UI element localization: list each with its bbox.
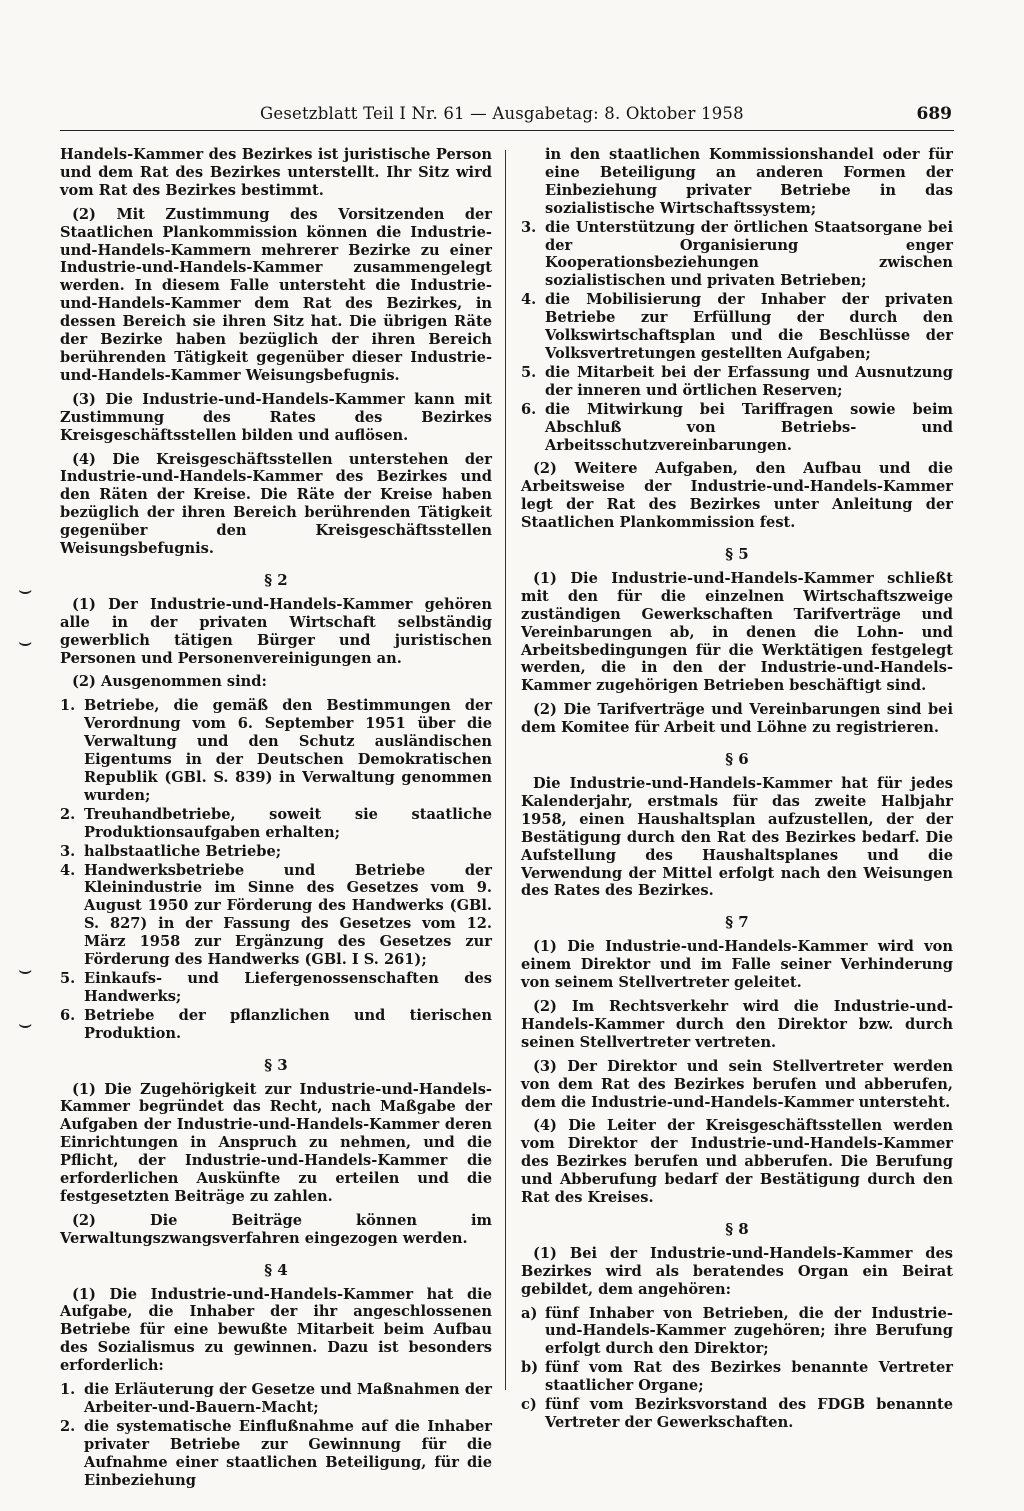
paragraph: (1) Bei der Industrie-und-Handels-Kammer des Bezirkes wird als beratendes Organ ein Beirat gebildet, dem angehören: xyxy=(521,1244,953,1298)
list-item: 2. die systematische Einflußnahme auf die Inhaber privater Betriebe zur Gewinnung für die Aufnahme einer staatlichen Beteiligung, für die Einbeziehung xyxy=(60,1417,492,1489)
numbered-list xyxy=(60,697,492,1042)
lettered-list xyxy=(521,1305,953,1432)
header-title: Gesetzblatt Teil I Nr. 61 — Ausgabetag: 8. Oktober 1958 xyxy=(260,104,744,123)
right-column xyxy=(521,146,953,1433)
paragraph: (1) Der Industrie-und-Handels-Kammer gehören alle in der privaten Wirtschaft selbständig gewerblich tätigen Bürger und juristischen Personen und Personenvereinigungen an. xyxy=(60,595,492,667)
margin-check-icon: ⌣ xyxy=(18,630,33,655)
numbered-list xyxy=(521,219,953,455)
list-item: 1. Betriebe, die gemäß den Bestimmungen der Verordnung vom 6. September 1951 über die Verwaltung und den Schutz ausländischen Eigentums in der Deutschen Demokratischen Republik (GBl. S. 839) in Verwaltung genommen wurden; xyxy=(60,697,492,804)
margin-check-icon: ⌣ xyxy=(18,958,33,983)
paragraph: (2) Weitere Aufgaben, den Aufbau und die Arbeitsweise der Industrie-und-Handels-Kammer legt der Rat des Bezirkes unter Anleitung der Staatlichen Plankommission fest. xyxy=(521,460,953,532)
margin-check-icon: ⌣ xyxy=(18,1012,33,1037)
list-item: 2. Treuhandbetriebe, soweit sie staatliche Produktionsaufgaben erhalten; xyxy=(60,805,492,841)
page-header xyxy=(60,100,954,131)
section-heading: § 3 xyxy=(264,1055,288,1074)
paragraph: (3) Die Industrie-und-Handels-Kammer kann mit Zustimmung des Rates des Bezirkes Kreisgeschäftsstellen bilden und auflösen. xyxy=(60,390,492,444)
list-item: 4. die Mobilisierung der Inhaber der privaten Betriebe zur Erfüllung der durch den Volkswirtschaftsplan und die Beschlüsse der Volksvertretungen gestellten Aufgaben; xyxy=(521,291,953,362)
column-divider xyxy=(505,150,506,1390)
list-item: 6. Betriebe der pflanzlichen und tierischen Produktion. xyxy=(60,1006,492,1042)
paragraph: (2) Im Rechtsverkehr wird die Industrie-und-Handels-Kammer durch den Direktor bzw. durch seinen Stellvertreter vertreten. xyxy=(521,997,953,1051)
list-item: 5. Einkaufs- und Liefergenossenschaften des Handwerks; xyxy=(60,969,492,1005)
section-heading: § 6 xyxy=(725,750,749,769)
paragraph: (4) Die Kreisgeschäftsstellen unterstehen der Industrie-und-Handels-Kammer des Bezirkes und den Räten der Kreise. Die Räte der Kreise haben bezüglich der ihren Bereich berührenden Tätigkeit gegenüber den Kreisgeschäftsstellen Weisungsbefugnis. xyxy=(60,450,492,558)
section-heading: § 5 xyxy=(725,545,749,564)
list-item: 6. die Mitwirkung bei Tariffragen sowie beim Abschluß von Betriebs- und Arbeitsschutzvereinbarungen. xyxy=(521,400,953,454)
list-item-continuation: in den staatlichen Kommissionshandel oder für eine Beteiligung an anderen Formen der Einbeziehung privater Betriebe in das sozialistische Wirtschaftssystem; xyxy=(545,146,953,217)
section-heading: § 7 xyxy=(725,913,749,932)
left-column xyxy=(60,146,492,1491)
paragraph: (1) Die Industrie-und-Handels-Kammer hat die Aufgabe, die Inhaber der ihr angeschlossenen Betriebe für eine bewußte Mitarbeit beim Aufbau des Sozialismus zu gewinnen. Dazu ist besonders erforderlich: xyxy=(60,1285,492,1375)
paragraph: (1) Die Industrie-und-Handels-Kammer schließt mit den für die einzelnen Wirtschaftszweige zuständigen Gewerkschaften Tarifverträge und Vereinbarungen ab, in denen die Lohn- und Arbeitsbedingungen für die Werktätigen festgelegt werden, die in den der Industrie-und-Handels-Kammer zugehörigen Betrieben beschäftigt sind. xyxy=(521,569,953,695)
paragraph: (4) Die Leiter der Kreisgeschäftsstellen werden vom Direktor der Industrie-und-Handels-Kammer des Bezirkes berufen und abberufen. Die Berufung und Abberufung bedarf der Bestätigung durch den Rat des Kreises. xyxy=(521,1117,953,1207)
paragraph: (2) Die Tarifverträge und Vereinbarungen sind bei dem Komitee für Arbeit und Löhne zu registrieren. xyxy=(521,701,953,737)
page-number: 689 xyxy=(916,104,952,124)
paragraph: (3) Der Direktor und sein Stellvertreter werden von dem Rat des Bezirkes berufen und abberufen, dem die Industrie-und-Handels-Kammer untersteht. xyxy=(521,1057,953,1111)
numbered-list xyxy=(60,1381,492,1489)
paragraph: (2) Ausgenommen sind: xyxy=(72,673,267,691)
paragraph: (1) Die Industrie-und-Handels-Kammer wird von einem Direktor und im Falle seiner Verhinderung von seinem Stellvertreter geleitet. xyxy=(521,938,953,992)
list-item: 3. halbstaatliche Betriebe; xyxy=(60,842,282,860)
list-item: 4. Handwerksbetriebe und Betriebe der Kleinindustrie im Sinne des Gesetzes vom 9. August 1950 zur Förderung des Handwerks (GBl. S. 827) in der Fassung des Gesetzes vom 12. März 1958 zur Ergänzung des Gesetzes zur Förderung des Handwerks (GBl. I S. 261); xyxy=(60,861,492,969)
paragraph: (2) Mit Zustimmung des Vorsitzenden der Staatlichen Plankommission können die Industrie-und-Handels-Kammern mehrerer Bezirke zu einer Industrie-und-Handels-Kammer zusammengelegt werden. In diesem Falle untersteht die Industrie-und-Handels-Kammer dem Rat des Bezirkes, in dessen Bereich sie ihren Sitz hat. Die übrigen Räte der Bezirke haben bezüglich der ihren Bereich berührenden Tätigkeit gegenüber dieser Industrie-und-Handels-Kammer Weisungsbefugnis. xyxy=(60,205,492,384)
section-heading: § 4 xyxy=(264,1260,288,1279)
list-item: a) fünf Inhaber von Betrieben, die der Industrie-und-Handels-Kammer zugehören; ihre Berufung erfolgt durch den Direktor; xyxy=(521,1304,953,1358)
list-item: 3. die Unterstützung der örtlichen Staatsorgane bei der Organisierung enger Kooperationsbeziehungen zwischen sozialistischen und privaten Betrieben; xyxy=(521,218,953,290)
section-heading: § 2 xyxy=(264,570,288,589)
list-item: 5. die Mitarbeit bei der Erfassung und Ausnutzung der inneren und örtlichen Reserven; xyxy=(521,363,953,399)
paragraph: (1) Die Zugehörigkeit zur Industrie-und-Handels-Kammer begründet das Recht, nach Maßgabe der Aufgaben der Industrie-und-Handels-Kammer deren Einrichtungen in Anspruch zu nehmen, und die Pflicht, der Industrie-und-Handels-Kammer die erforderlichen Auskünfte zu erteilen und die festgesetzten Beiträge zu zahlen. xyxy=(60,1080,492,1205)
list-item: c) fünf vom Bezirksvorstand des FDGB benannte Vertreter der Gewerkschaften. xyxy=(521,1396,953,1431)
paragraph: (2) Die Beiträge können im Verwaltungszwangsverfahren eingezogen werden. xyxy=(60,1211,492,1247)
list-item: 1. die Erläuterung der Gesetze und Maßnahmen der Arbeiter-und-Bauern-Macht; xyxy=(60,1381,492,1416)
paragraph: Handels-Kammer des Bezirkes ist juristische Person und dem Rat des Bezirkes unterstellt. Ihr Sitz wird vom Rat des Bezirkes bestimmt. xyxy=(60,146,492,199)
paragraph: Die Industrie-und-Handels-Kammer hat für jedes Kalenderjahr, erstmals für das zweite Halbjahr 1958, einen Haushaltsplan aufzustellen, der der Bestätigung durch den Rat des Bezirkes bedarf. Die Aufstellung des Haushaltsplanes und die Verwendung der Mittel erfolgt nach den Weisungen des Rates des Bezirkes. xyxy=(521,775,953,900)
list-item: b) fünf vom Rat des Bezirkes benannte Vertreter staatlicher Organe; xyxy=(521,1359,953,1395)
section-heading: § 8 xyxy=(725,1219,749,1238)
margin-check-icon: ⌣ xyxy=(18,578,33,603)
